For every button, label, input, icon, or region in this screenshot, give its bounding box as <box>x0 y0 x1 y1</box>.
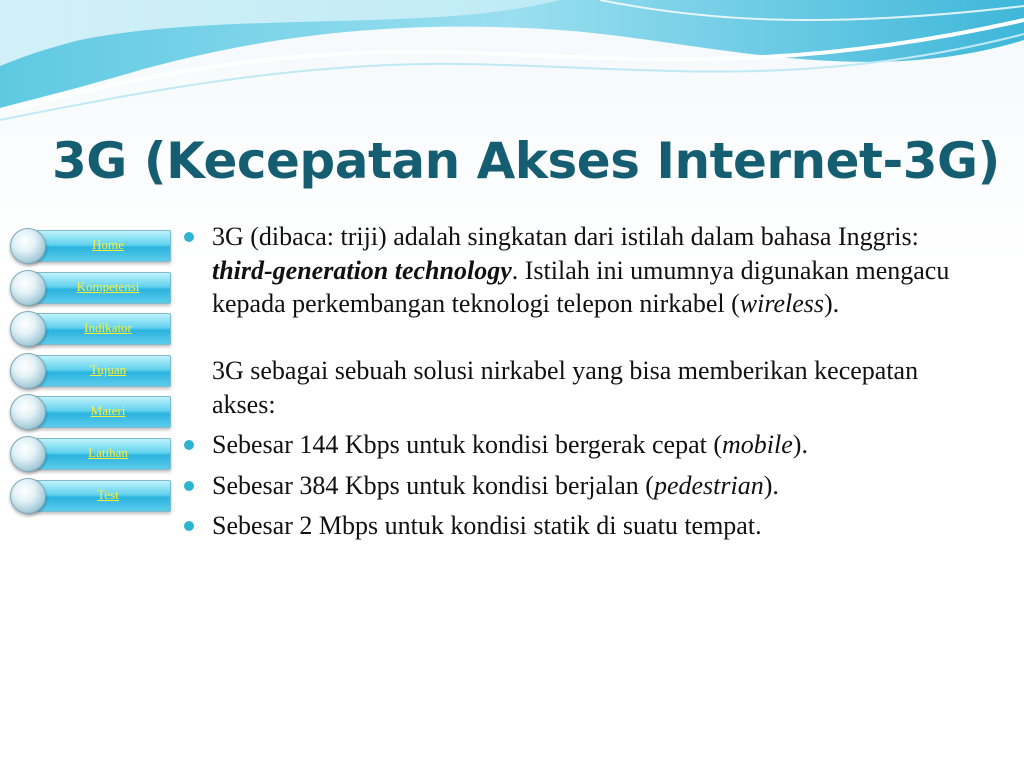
nav-link-tujuan[interactable]: Tujuan <box>89 361 127 377</box>
nav-link-materi[interactable]: Materi <box>90 403 126 419</box>
text-run: ). <box>824 289 840 318</box>
nav-item-test[interactable] <box>8 478 168 514</box>
bullet-item-3g-definition <box>184 220 964 421</box>
bullet-item-144kbps <box>184 428 964 462</box>
bullet-dot-icon <box>184 481 194 491</box>
term-third-generation: third-generation technology <box>212 255 512 285</box>
nav-knob-icon <box>10 353 46 389</box>
nav-knob-icon <box>10 478 46 514</box>
nav-knob-icon <box>10 228 46 264</box>
nav-knob-icon <box>10 311 46 347</box>
nav-item-indikator[interactable] <box>8 311 168 347</box>
bullet-item-2mbps <box>184 509 964 543</box>
text-run: 3G (dibaca: triji) adalah singkatan dari istilah dalam bahasa Inggris: <box>212 222 919 251</box>
nav-item-materi[interactable] <box>8 394 168 430</box>
nav-item-tujuan[interactable] <box>8 353 168 389</box>
text-run: Sebesar 384 Kbps untuk kondisi berjalan ( <box>212 470 654 500</box>
term-wireless: wireless <box>739 289 825 318</box>
term-mobile: mobile <box>722 430 793 459</box>
nav-link-kompetensi[interactable]: Kompetensi <box>76 278 140 294</box>
text-run: . Istilah ini umumnya digunakan mengacu kepada perkembangan teknologi telepon nirkabel ( <box>212 255 950 318</box>
nav-link-home[interactable]: Home <box>92 237 124 252</box>
text-run: ). <box>763 470 779 500</box>
nav-item-home[interactable] <box>8 228 168 264</box>
nav-link-indikator[interactable]: Indikator <box>84 320 132 336</box>
bullet-dot-icon <box>184 232 194 242</box>
bullet-dot-icon <box>184 521 194 531</box>
nav-item-latihan[interactable] <box>8 436 168 472</box>
nav-link-test[interactable]: Test <box>97 486 119 502</box>
header-wave-decoration <box>0 0 1024 130</box>
paragraph-access-speed-intro: 3G sebagai sebuah solusi nirkabel yang bisa memberikan kecepatan akses: <box>212 356 919 419</box>
nav-link-latihan[interactable]: Latihan <box>88 444 128 460</box>
nav-knob-icon <box>10 436 46 472</box>
bullet-list <box>184 220 964 550</box>
text-run: ). <box>792 430 808 459</box>
bullet-item-384kbps <box>184 469 964 503</box>
text-run: Sebesar 144 Kbps untuk kondisi bergerak cepat ( <box>212 430 723 459</box>
bullet-dot-icon <box>184 440 194 450</box>
slide-title: 3G (Kecepatan Akses Internet-3G) <box>52 132 1000 190</box>
text-run: Sebesar 2 Mbps untuk kondisi statik di suatu tempat. <box>212 511 762 540</box>
nav-item-kompetensi[interactable] <box>8 270 168 306</box>
term-pedestrian: pedestrian <box>653 470 764 500</box>
nav-knob-icon <box>10 270 46 306</box>
nav-menu <box>8 228 168 519</box>
